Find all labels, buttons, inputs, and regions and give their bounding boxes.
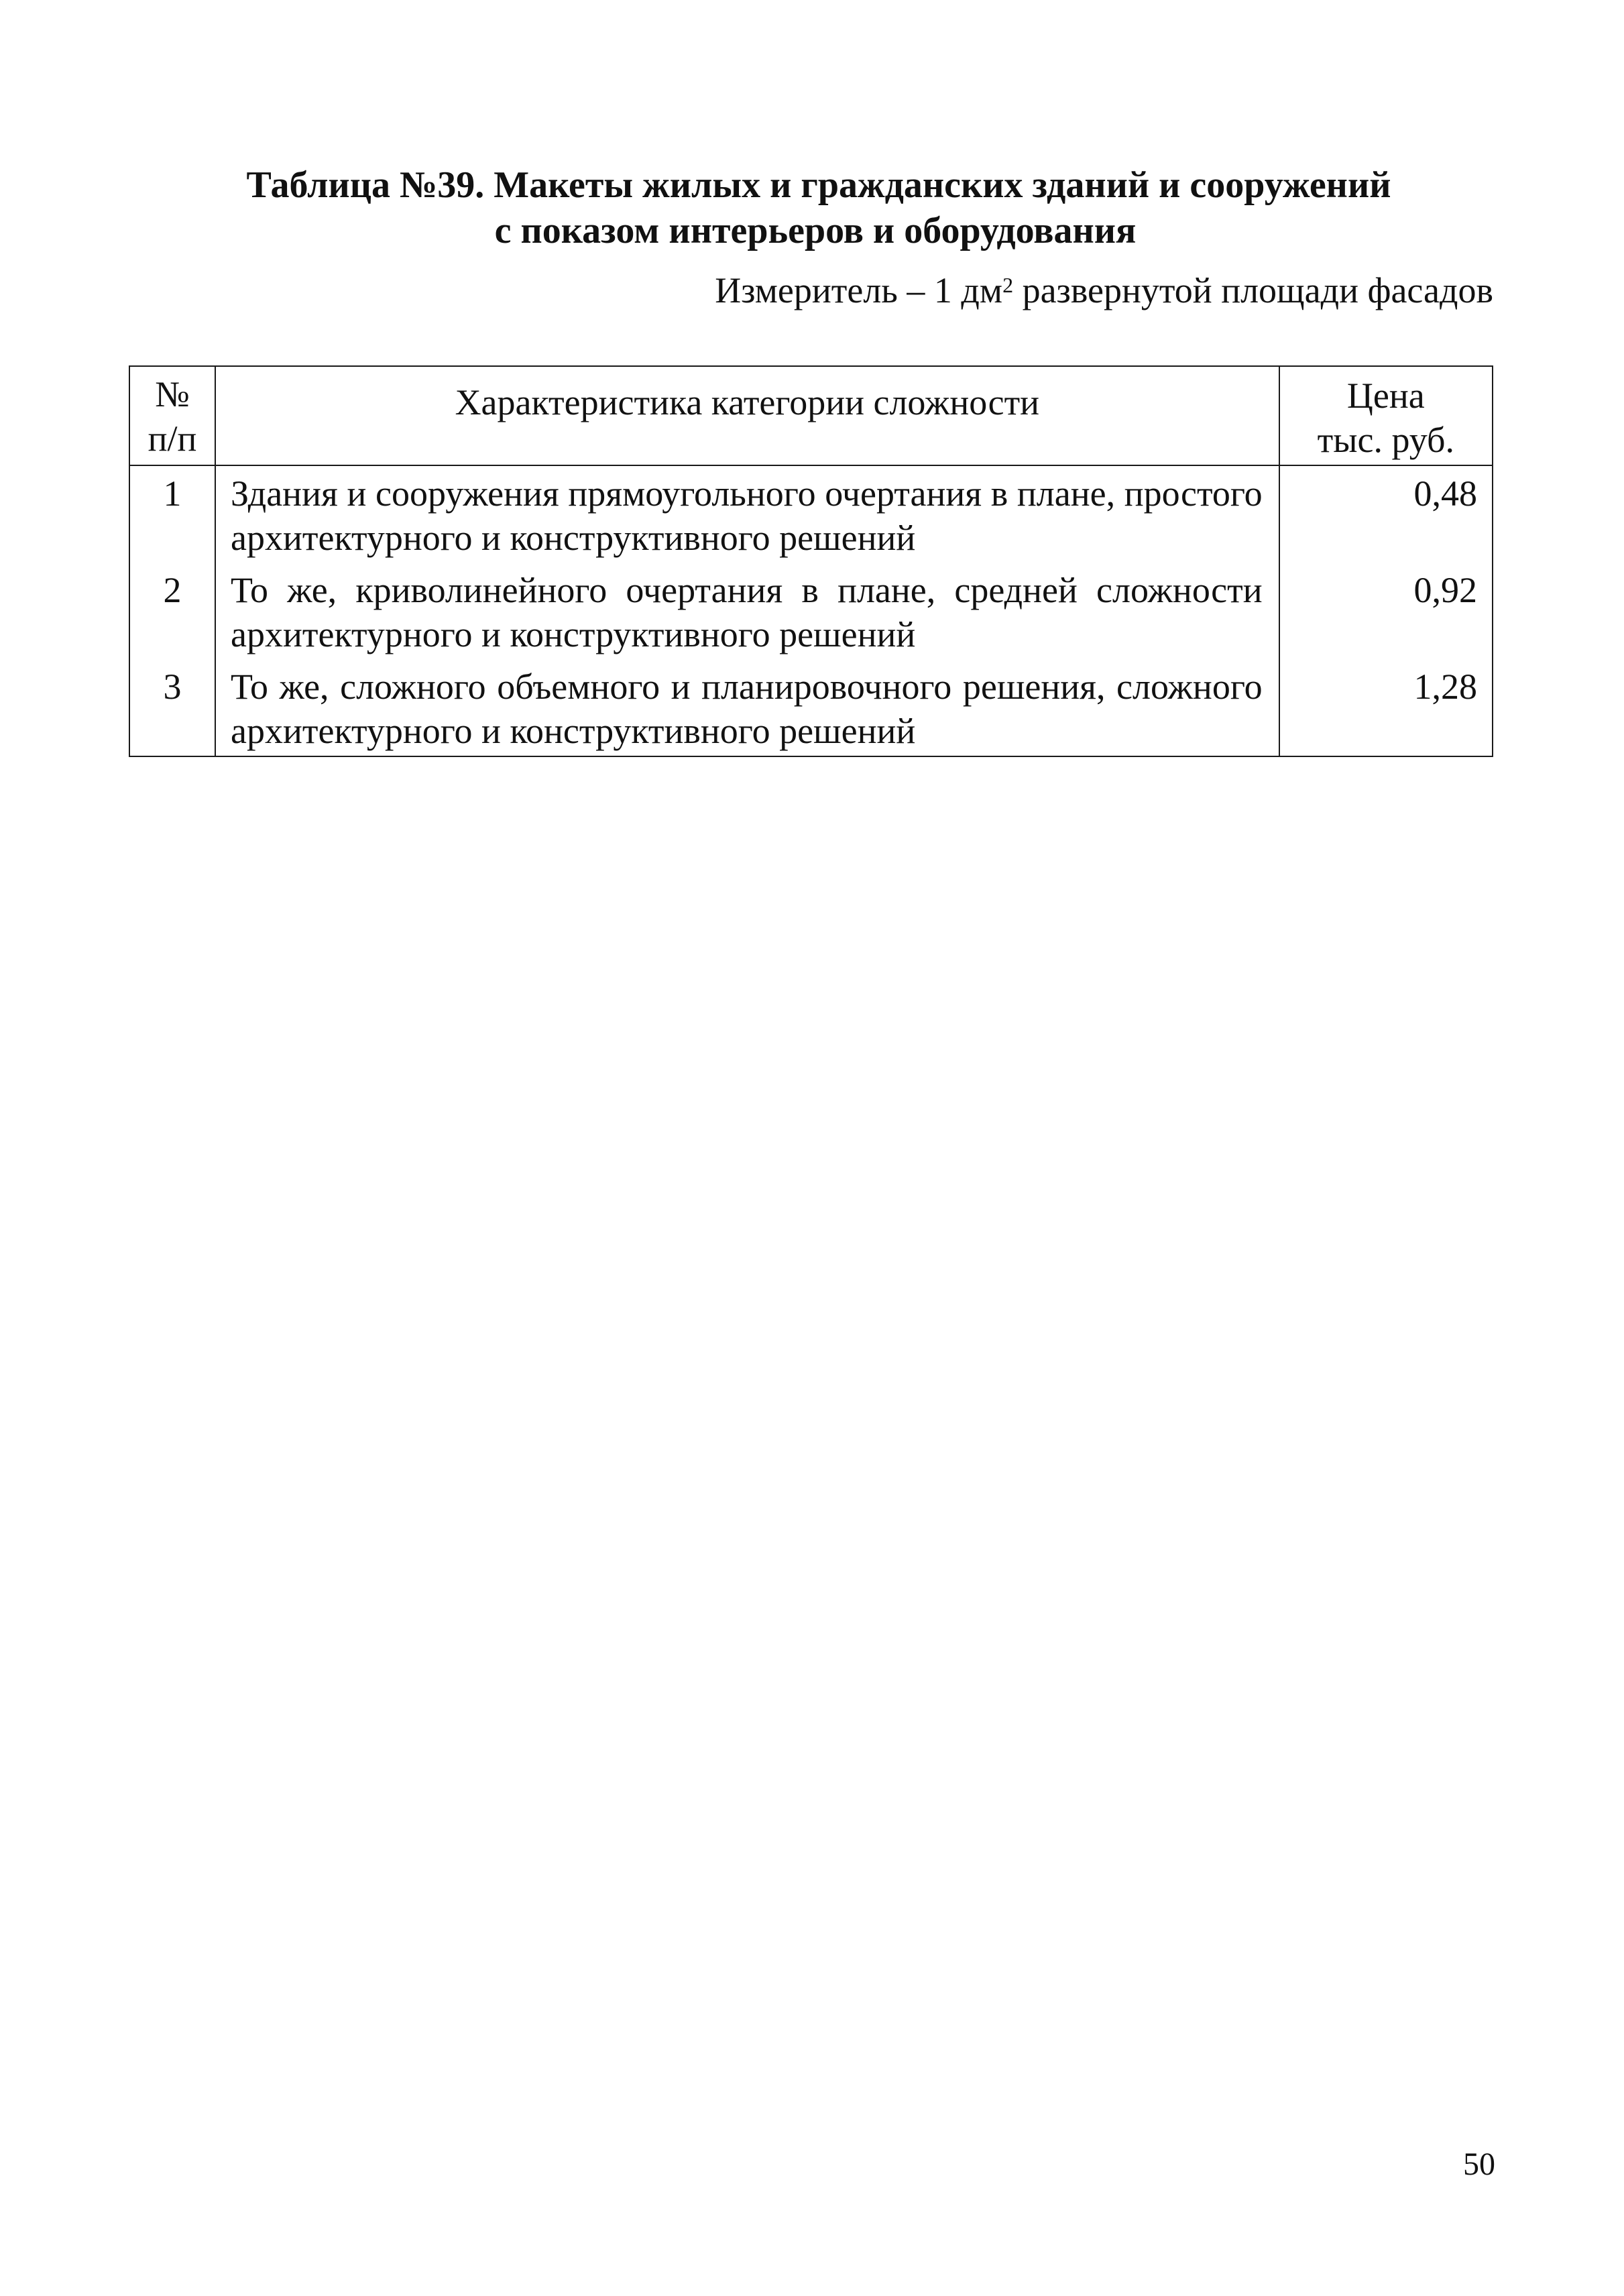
row-description: Здания и сооружения прямоугольного очертания в плане, простого архитектурного и конструктивного решений	[215, 465, 1279, 563]
row-description: То же, криволинейного очертания в плане, средней сложности архитектурного и конструктивного решений	[215, 563, 1279, 659]
title-line-2: с показом интерьеров и оборудования	[494, 210, 1137, 251]
row-number: 1	[129, 465, 215, 563]
table-header-row	[129, 366, 1493, 465]
header-price-line-1: Цена	[1346, 376, 1425, 416]
header-description: Характеристика категории сложности	[215, 366, 1279, 465]
row-description: То же, сложного объемного и планировочного решения, сложного архитектурного и конструктивного решений	[215, 659, 1279, 756]
row-price: 1,28	[1279, 659, 1493, 756]
unit-of-measure	[715, 268, 1493, 312]
row-price: 0,48	[1279, 465, 1493, 563]
unit-prefix: Измеритель – 1 дм	[715, 270, 1003, 310]
title-line-1: Таблица №39. Макеты жилых и гражданских зданий и сооружений	[246, 164, 1391, 206]
header-number	[129, 366, 215, 465]
table-row	[129, 659, 1493, 756]
header-number-line-1: №	[155, 374, 190, 414]
page-number: 50	[1463, 2146, 1495, 2182]
header-price	[1279, 366, 1493, 465]
page-title	[0, 162, 1624, 253]
row-number: 3	[129, 659, 215, 756]
row-number: 2	[129, 563, 215, 659]
table-row	[129, 465, 1493, 563]
unit-superscript: 2	[1002, 273, 1014, 297]
header-price-line-2: тыс. руб.	[1317, 420, 1455, 460]
unit-suffix: развернутой площади фасадов	[1013, 270, 1493, 310]
price-table	[129, 365, 1493, 757]
table-row	[129, 563, 1493, 659]
header-number-line-2: п/п	[148, 418, 197, 459]
row-price: 0,92	[1279, 563, 1493, 659]
